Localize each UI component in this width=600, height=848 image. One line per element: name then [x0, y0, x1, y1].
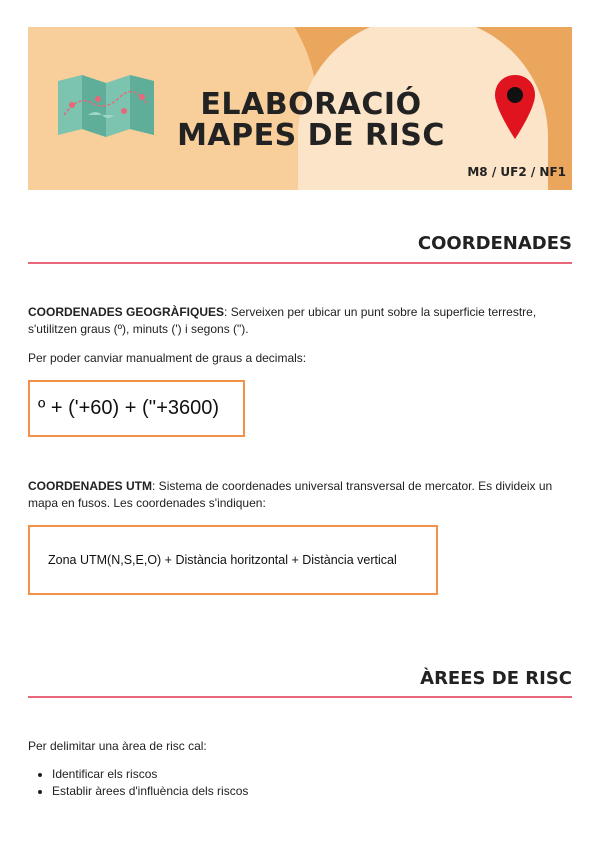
utm-label: COORDENADES UTM — [28, 479, 153, 493]
degree-formula: º + ('+60) + (''+3600) — [38, 397, 220, 419]
convert-paragraph: Per poder canviar manualment de graus a decimals: — [28, 351, 307, 365]
utm-formula: Zona UTM(N,S,E,O) + Distància horitzontal + Distància vertical — [48, 553, 397, 567]
geo-text: : Serveixen per ubicar un punt sobre la superficie terrestre, s'utilitzen graus (º), minuts (') i segons ("). — [28, 305, 537, 336]
location-pin-icon — [493, 73, 537, 141]
utm-paragraph — [28, 478, 563, 512]
utm-text: : Sistema de coordenades universal transversal de mercator. Es divideix un mapa en fusos. Les coordenades s'indiquen: — [28, 479, 553, 510]
module-tag: M8 / UF2 / NF1 — [467, 165, 566, 179]
utm-formula-box — [28, 525, 438, 595]
page-title — [176, 89, 446, 151]
folded-map-icon — [58, 75, 154, 139]
risk-steps-list — [28, 766, 248, 800]
list-item: • Identificar els riscos — [52, 766, 248, 783]
section-heading-coordenades: COORDENADES — [417, 233, 572, 254]
title-line-1: ELABORACIÓ — [200, 87, 422, 122]
geo-label: COORDENADES GEOGRÀFIQUES — [28, 305, 225, 319]
arees-intro: Per delimitar una àrea de risc cal: — [28, 739, 207, 753]
formula-box — [28, 380, 245, 437]
section-heading-arees: ÀREES DE RISC — [420, 668, 572, 689]
list-item: • Establir àrees d'influència dels riscos — [52, 783, 248, 800]
title-line-2: MAPES DE RISC — [177, 118, 445, 153]
header-banner — [28, 27, 572, 190]
section-divider — [28, 696, 572, 698]
geo-paragraph — [28, 304, 563, 338]
section-divider — [28, 262, 572, 264]
